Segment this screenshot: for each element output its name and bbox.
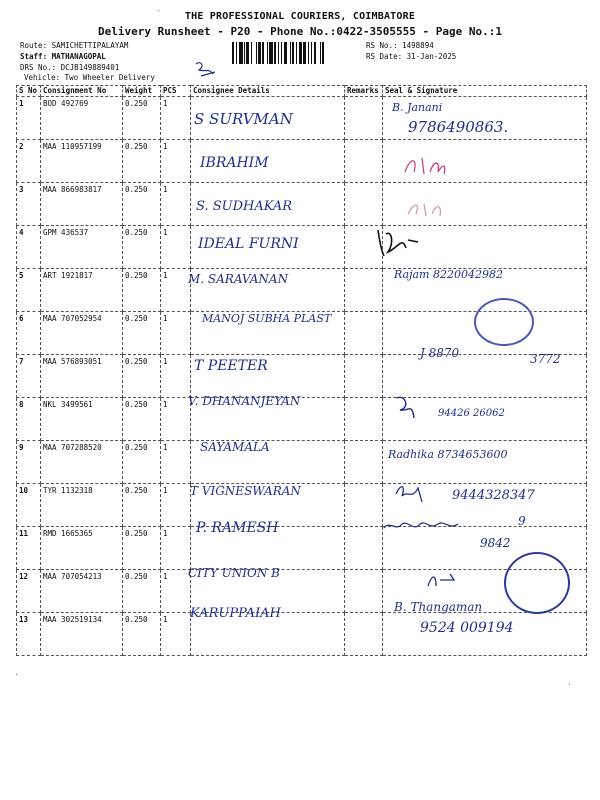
handwritten-consignee: V. DHANANJEYAN bbox=[188, 394, 301, 408]
cell-pcs: 1 bbox=[161, 140, 191, 183]
table-header-row bbox=[17, 86, 587, 97]
cell-weight: 0.250 bbox=[123, 570, 161, 613]
receiver-stamp bbox=[474, 298, 534, 346]
cell-sno: 6 bbox=[17, 312, 41, 355]
cell-pcs: 1 bbox=[161, 484, 191, 527]
table-row bbox=[17, 183, 587, 226]
signature-scribble bbox=[372, 226, 432, 260]
barcode-bar bbox=[262, 42, 264, 64]
vehicle-label: Vehicle: Two Wheeler Delivery bbox=[24, 73, 155, 82]
barcode-bar bbox=[296, 42, 297, 64]
scan-mark: · bbox=[567, 680, 572, 689]
cell-consignment: MAA 707054213 bbox=[41, 570, 123, 613]
cell-sno: 10 bbox=[17, 484, 41, 527]
staff-label: Staff: MATHANAGOPAL bbox=[20, 52, 106, 61]
barcode-bar bbox=[299, 42, 301, 64]
signature-note: J 8870 bbox=[420, 346, 460, 360]
handwritten-consignee: KARUPPAIAH bbox=[190, 606, 281, 621]
runsheet-subtitle: Delivery Runsheet - P20 - Phone No.:0422-3505555 - Page No.:1 bbox=[98, 25, 502, 38]
rs-number: RS No.: 1498894 bbox=[366, 41, 434, 50]
cell-weight: 0.250 bbox=[123, 269, 161, 312]
cell-weight: 0.250 bbox=[123, 398, 161, 441]
barcode-bar bbox=[284, 42, 288, 64]
cell-pcs: 1 bbox=[161, 441, 191, 484]
cell-weight: 0.250 bbox=[123, 484, 161, 527]
initials-scribble bbox=[193, 60, 219, 80]
signature-note: Radhika 8734653600 bbox=[388, 448, 508, 461]
signature-note: 9 bbox=[518, 514, 526, 528]
cell-sno: 11 bbox=[17, 527, 41, 570]
cell-pcs: 1 bbox=[161, 312, 191, 355]
company-title: THE PROFESSIONAL COURIERS, COIMBATORE bbox=[184, 11, 416, 22]
cell-pcs: 1 bbox=[161, 97, 191, 140]
barcode-bar bbox=[274, 42, 276, 64]
signature-scribble bbox=[400, 152, 450, 178]
handwritten-consignee: T VIGNESWARAN bbox=[190, 484, 301, 498]
signature-phone: 9842 bbox=[480, 536, 511, 550]
cell-consignment: MAA 110957199 bbox=[41, 140, 123, 183]
cell-pcs: 1 bbox=[161, 613, 191, 656]
signature-scribble bbox=[392, 480, 432, 506]
cell-weight: 0.250 bbox=[123, 226, 161, 269]
cell-sno: 7 bbox=[17, 355, 41, 398]
handwritten-consignee: S. SUDHAKAR bbox=[196, 199, 293, 214]
table-row bbox=[17, 398, 587, 441]
barcode-bar bbox=[278, 42, 279, 64]
signature-scribble bbox=[424, 570, 460, 590]
cell-consignment: MAA 707052954 bbox=[41, 312, 123, 355]
signature-note: 3772 bbox=[530, 352, 561, 366]
barcode-bar bbox=[251, 42, 252, 64]
barcode-bar bbox=[267, 42, 268, 64]
table-row bbox=[17, 441, 587, 484]
col-consignment: Consignment No bbox=[41, 86, 123, 97]
signature-note: Rajam 8220042982 bbox=[394, 268, 503, 281]
table-row bbox=[17, 570, 587, 613]
table-row bbox=[17, 226, 587, 269]
cell-weight: 0.250 bbox=[123, 355, 161, 398]
cell-consignment: MAA 576893051 bbox=[41, 355, 123, 398]
handwritten-consignee: MANOJ SUBHA PLAST bbox=[202, 312, 332, 325]
cell-pcs: 1 bbox=[161, 183, 191, 226]
handwritten-consignee: IDEAL FURNI bbox=[198, 236, 299, 252]
cell-weight: 0.250 bbox=[123, 613, 161, 656]
col-seal-signature: Seal & Signature bbox=[383, 86, 587, 97]
barcode-bar bbox=[320, 42, 321, 64]
cell-consignment: MAA 302519134 bbox=[41, 613, 123, 656]
handwritten-consignee: CITY UNION B bbox=[188, 566, 280, 580]
barcode-bar bbox=[314, 42, 316, 64]
cell-pcs: 1 bbox=[161, 355, 191, 398]
cell-sno: 2 bbox=[17, 140, 41, 183]
signature-phone: 94426 26062 bbox=[438, 408, 505, 419]
cell-consignment: RMD 1665365 bbox=[41, 527, 123, 570]
cell-sno: 5 bbox=[17, 269, 41, 312]
company-seal bbox=[504, 552, 570, 614]
handwritten-consignee: P. RAMESH bbox=[196, 520, 279, 536]
barcode-bar bbox=[246, 42, 248, 64]
barcode-bar bbox=[281, 42, 282, 64]
cell-weight: 0.250 bbox=[123, 312, 161, 355]
cell-consignment: MAA 707288520 bbox=[41, 441, 123, 484]
barcode-bar bbox=[311, 42, 312, 64]
cell-sno: 8 bbox=[17, 398, 41, 441]
cell-sno: 3 bbox=[17, 183, 41, 226]
col-remarks: Remarks bbox=[345, 86, 383, 97]
barcode-bar bbox=[239, 42, 243, 64]
barcode-bar bbox=[244, 42, 245, 64]
handwritten-consignee: T PEETER bbox=[194, 358, 268, 374]
cell-sno: 4 bbox=[17, 226, 41, 269]
col-weight: Weight bbox=[123, 86, 161, 97]
table-row bbox=[17, 355, 587, 398]
handwritten-consignee: M. SARAVANAN bbox=[188, 272, 289, 286]
signature-name: B. Janani bbox=[392, 101, 443, 114]
cell-consignment: GPM 436537 bbox=[41, 226, 123, 269]
barcode-bar bbox=[322, 42, 324, 64]
signature-scribble bbox=[392, 392, 422, 422]
cell-sno: 9 bbox=[17, 441, 41, 484]
barcode-bar bbox=[269, 42, 273, 64]
cell-weight: 0.250 bbox=[123, 183, 161, 226]
barcode-bar bbox=[303, 42, 307, 64]
barcode-bar bbox=[308, 42, 309, 64]
col-pcs: PCS bbox=[161, 86, 191, 97]
signature-phone: 9786490863. bbox=[408, 118, 509, 136]
cell-pcs: 1 bbox=[161, 226, 191, 269]
cell-pcs: 1 bbox=[161, 398, 191, 441]
col-consignee: Consignee Details bbox=[191, 86, 345, 97]
cell-consignment: TYR 1132318 bbox=[41, 484, 123, 527]
handwritten-consignee: IBRAHIM bbox=[200, 155, 269, 171]
cell-sno: 12 bbox=[17, 570, 41, 613]
handwritten-consignee: S SURVMAN bbox=[194, 110, 293, 128]
cell-sno: 1 bbox=[17, 97, 41, 140]
barcode-bar bbox=[258, 42, 260, 64]
cell-consignment: MAA 866983817 bbox=[41, 183, 123, 226]
barcode-bar bbox=[256, 42, 257, 64]
signature-phone: 9444328347 bbox=[452, 488, 535, 503]
drs-label: DRS No.: DCJB149889401 bbox=[20, 63, 120, 72]
signature-scribble bbox=[380, 516, 470, 536]
barcode-image bbox=[232, 42, 357, 64]
route-label: Route: SAMICHETTIPALAYAM bbox=[20, 41, 129, 50]
signature-phone: 9524 009194 bbox=[420, 620, 514, 636]
cell-weight: 0.250 bbox=[123, 97, 161, 140]
signature-name: B. Thangaman bbox=[394, 600, 483, 614]
cell-weight: 0.250 bbox=[123, 441, 161, 484]
cell-consignment: BOD 492769 bbox=[41, 97, 123, 140]
barcode-bar bbox=[290, 42, 291, 64]
scan-mark: · bbox=[14, 670, 19, 679]
signature-scribble bbox=[404, 196, 450, 220]
col-sno: S No bbox=[17, 86, 41, 97]
cell-sno: 13 bbox=[17, 613, 41, 656]
cell-weight: 0.250 bbox=[123, 140, 161, 183]
cell-pcs: 1 bbox=[161, 527, 191, 570]
barcode-bar bbox=[292, 42, 294, 64]
barcode-bar bbox=[236, 42, 237, 64]
rs-date: RS Date: 31-Jan-2025 bbox=[366, 52, 457, 61]
scan-mark: - bbox=[156, 6, 161, 15]
cell-weight: 0.250 bbox=[123, 527, 161, 570]
cell-consignment: ART 1921817 bbox=[41, 269, 123, 312]
cell-consignment: NKL 3499561 bbox=[41, 398, 123, 441]
cell-pcs: 1 bbox=[161, 570, 191, 613]
cell-pcs: 1 bbox=[161, 269, 191, 312]
table-row bbox=[17, 140, 587, 183]
runsheet-table bbox=[16, 85, 587, 656]
barcode-bar bbox=[232, 42, 234, 64]
handwritten-consignee: SAYAMALA bbox=[200, 440, 270, 454]
